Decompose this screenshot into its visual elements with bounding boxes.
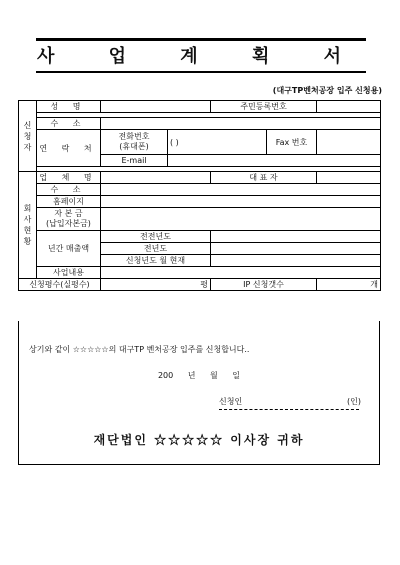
annual-sales-label: 년간 매출액: [37, 231, 101, 267]
title-bottom-rule: [36, 71, 366, 73]
homepage-label: 홈페이지: [37, 196, 101, 208]
resident-number-field[interactable]: [317, 101, 381, 113]
email-label: E-mail: [101, 155, 168, 167]
company-address-label: 수 소: [37, 184, 101, 196]
company-name-field[interactable]: [101, 172, 211, 184]
business-label: 사업내용: [37, 267, 101, 279]
phone-field[interactable]: ( ): [168, 130, 267, 155]
last-year-field[interactable]: [211, 243, 381, 255]
ip-count-label: IP 신청갯수: [211, 279, 317, 291]
applicant-section-label: 신청자: [19, 101, 37, 172]
capital-field[interactable]: [101, 208, 381, 231]
application-form-table: [18, 100, 381, 291]
declaration-box: [18, 321, 380, 465]
email-field[interactable]: [168, 155, 381, 167]
year-before-last-label: 전전년도: [101, 231, 211, 243]
company-name-label: 업 체 명: [37, 172, 101, 184]
capital-label: 자 본 금 (납입자본금): [37, 208, 101, 231]
name-label: 성 명: [37, 101, 101, 113]
current-year-label: 신청년도 월 현재: [101, 255, 211, 267]
ceo-field[interactable]: [317, 172, 381, 184]
fax-field[interactable]: [317, 130, 381, 155]
date-line: 200 년 월 일: [157, 371, 241, 380]
signature-line[interactable]: [219, 409, 359, 410]
ip-unit: 개: [370, 280, 378, 289]
current-year-field[interactable]: [211, 255, 381, 267]
contact-label: 연 락 처: [37, 130, 101, 167]
seal-label: (인): [347, 397, 361, 406]
year-before-last-field[interactable]: [211, 231, 381, 243]
company-address-field[interactable]: [101, 184, 381, 196]
page-title: 사 업 계 획 서: [36, 46, 365, 67]
last-year-label: 전년도: [101, 243, 211, 255]
business-field[interactable]: [101, 267, 381, 279]
ceo-label: 대 표 자: [211, 172, 317, 184]
recipient: 재단법인 ☆☆☆☆☆ 이사장 귀하: [93, 433, 305, 447]
applicant-address-field[interactable]: [101, 118, 381, 130]
applicant-address-label: 수 소: [37, 118, 101, 130]
name-field[interactable]: [101, 101, 211, 113]
area-unit: 평: [200, 280, 208, 289]
phone-label: 전화번호 (휴대폰): [101, 130, 168, 155]
area-field[interactable]: [101, 279, 211, 291]
form-subtitle: (대구TP벤처공장 입주 신청용): [272, 86, 382, 95]
company-section-label: 회사현황: [19, 172, 37, 279]
ip-count-field[interactable]: [317, 279, 381, 291]
homepage-field[interactable]: [101, 196, 381, 208]
fax-label: Fax 번호: [267, 130, 317, 155]
declaration-statement: 상기와 같이 ☆☆☆☆☆의 대구TP 벤처공장 입주를 신청합니다..: [29, 345, 250, 354]
signer-label: 신청인: [219, 397, 243, 406]
title-top-rule: [36, 38, 366, 41]
resident-number-label: 주민등록번호: [211, 101, 317, 113]
area-label: 신청평수(실평수): [19, 279, 101, 291]
